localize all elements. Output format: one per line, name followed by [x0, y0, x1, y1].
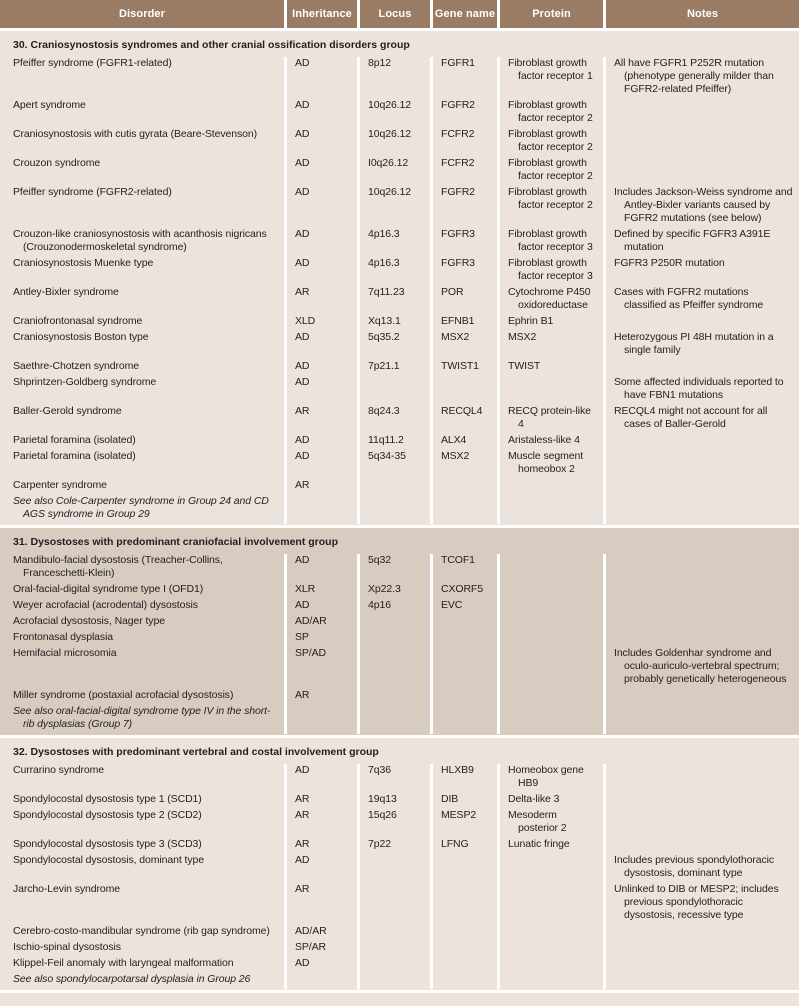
- cell-gene: [430, 705, 497, 734]
- cell-notes: [603, 583, 799, 599]
- cell-disorder: Oral-facial-digital syndrome type I (OFD1): [13, 583, 204, 595]
- cell-inheritance: AD: [284, 186, 357, 228]
- cell-notes: Includes previous spondylothoracic dysostosis, dominant type: [603, 854, 799, 883]
- cell-disorder: Miller syndrome (postaxial acrofacial dysostosis): [13, 689, 234, 701]
- cell-protein: [497, 583, 603, 599]
- cell-gene: FGFR2: [430, 186, 497, 228]
- cell-locus: 7p22: [357, 838, 430, 854]
- cell-protein: Mesoderm posterior 2: [497, 809, 603, 838]
- cell-gene: FCFR2: [430, 157, 497, 186]
- table-row: [0, 434, 799, 450]
- cell-inheritance: AD: [284, 376, 357, 405]
- cell-protein: Fibroblast growth factor receptor 2: [497, 99, 603, 128]
- cell-protein: [497, 554, 603, 583]
- cell-disorder: Parietal foramina (isolated): [13, 434, 136, 446]
- cell-disorder: Mandibulo-facial dysostosis (Treacher-Collins, Franceschetti-Klein): [13, 554, 223, 579]
- cell-locus: [357, 925, 430, 941]
- cell-locus: [357, 689, 430, 705]
- cell-notes: RECQL4 might not account for all cases of Baller-Gerold: [603, 405, 799, 434]
- cell-notes: [603, 128, 799, 157]
- cell-notes: [603, 838, 799, 854]
- cell-locus: 5q34-35: [357, 450, 430, 479]
- cell-locus: 4p16.3: [357, 257, 430, 286]
- cell-gene: DIB: [430, 793, 497, 809]
- cell-notes: All have FGFR1 P252R mutation (phenotype generally milder than FGFR2-related Pfeiffer): [603, 57, 799, 99]
- cell-inheritance: XLD: [284, 315, 357, 331]
- cell-protein: [497, 689, 603, 705]
- cell-notes: Heterozygous PI 48H mutation in a single family: [603, 331, 799, 360]
- cell-disorder: Antley-Bixler syndrome: [13, 286, 119, 298]
- cell-inheritance: AD: [284, 360, 357, 376]
- cell-gene: [430, 376, 497, 405]
- table-row: [0, 286, 799, 315]
- table-row: [0, 973, 799, 989]
- table-footer-strip: [0, 993, 799, 1003]
- cell-gene: FGFR3: [430, 257, 497, 286]
- cell-protein: [497, 615, 603, 631]
- cell-locus: I0q26.12: [357, 157, 430, 186]
- cell-disorder: Spondylocostal dysostosis type 3 (SCD3): [13, 838, 202, 850]
- table-row: [0, 925, 799, 941]
- cell-disorder: Craniofrontonasal syndrome: [13, 315, 143, 327]
- group-30-section: [0, 28, 799, 525]
- cell-notes: [603, 599, 799, 615]
- cell-locus: [357, 705, 430, 734]
- cell-disorder: Jarcho-Levin syndrome: [13, 883, 121, 895]
- cell-protein: Muscle segment homeobox 2: [497, 450, 603, 479]
- cell-inheritance: AD: [284, 57, 357, 99]
- cell-disorder: Klippel-Feil anomaly with laryngeal malformation: [13, 957, 234, 969]
- table-row: [0, 689, 799, 705]
- cell-disorder: See also Cole-Carpenter syndrome in Group 24 and CD AGS syndrome in Group 29: [13, 495, 269, 520]
- table-row: [0, 128, 799, 157]
- group-31-section: [0, 525, 799, 735]
- cell-gene: [430, 689, 497, 705]
- table-row: [0, 495, 799, 524]
- cell-notes: [603, 973, 799, 989]
- cell-protein: Fibroblast growth factor receptor 2: [497, 128, 603, 157]
- cell-notes: Unlinked to DIB or MESP2; includes previous spondylothoracic dysostosis, recessive type: [603, 883, 799, 925]
- cell-inheritance: AD/AR: [284, 925, 357, 941]
- cell-gene: FGFR1: [430, 57, 497, 99]
- cell-locus: 10q26.12: [357, 186, 430, 228]
- cell-locus: 7q11.23: [357, 286, 430, 315]
- cell-protein: Delta-like 3: [497, 793, 603, 809]
- cell-notes: Some affected individuals reported to have FBN1 mutations: [603, 376, 799, 405]
- cell-notes: [603, 615, 799, 631]
- table-row: [0, 450, 799, 479]
- cell-disorder: Craniosynostosis Muenke type: [13, 257, 154, 269]
- cell-inheritance: AR: [284, 793, 357, 809]
- cell-locus: 4p16.3: [357, 228, 430, 257]
- cell-disorder: Spondylocostal dysostosis, dominant type: [13, 854, 204, 866]
- cell-protein: [497, 479, 603, 495]
- cell-inheritance: AR: [284, 689, 357, 705]
- cell-locus: 10q26.12: [357, 99, 430, 128]
- cell-locus: 8q24.3: [357, 405, 430, 434]
- cell-locus: 11q11.2: [357, 434, 430, 450]
- table-row: [0, 883, 799, 925]
- cell-inheritance: AD: [284, 450, 357, 479]
- cell-disorder: Craniosynostosis with cutis gyrata (Beare-Stevenson): [13, 128, 257, 140]
- table-row: [0, 99, 799, 128]
- cell-notes: [603, 631, 799, 647]
- group-30-title: 30. Craniosynostosis syndromes and other cranial ossification disorders group: [0, 28, 799, 57]
- cell-protein: [497, 854, 603, 883]
- cell-gene: RECQL4: [430, 405, 497, 434]
- cell-locus: 5q35.2: [357, 331, 430, 360]
- cell-disorder: Crouzon-like craniosynostosis with acanthosis nigricans (Crouzonodermoskeletal syndrome): [13, 228, 267, 253]
- table-header-row: [0, 0, 799, 28]
- cell-inheritance: SP: [284, 631, 357, 647]
- cell-notes: [603, 689, 799, 705]
- table-row: [0, 705, 799, 734]
- cell-protein: Lunatic fringe: [497, 838, 603, 854]
- table-row: [0, 854, 799, 883]
- cell-disorder: Carpenter syndrome: [13, 479, 107, 491]
- cell-notes: [603, 450, 799, 479]
- table-row: [0, 838, 799, 854]
- cell-notes: [603, 434, 799, 450]
- cell-inheritance: AD: [284, 554, 357, 583]
- cell-locus: 8p12: [357, 57, 430, 99]
- cell-locus: [357, 615, 430, 631]
- table-row: [0, 764, 799, 793]
- cell-disorder: See also oral-facial-digital syndrome type IV in the short-rib dysplasias (Group 7): [13, 705, 271, 730]
- cell-gene: [430, 941, 497, 957]
- cell-inheritance: AD: [284, 434, 357, 450]
- cell-protein: Fibroblast growth factor receptor 2: [497, 186, 603, 228]
- cell-disorder: Pfeiffer syndrome (FGFR2-related): [13, 186, 172, 198]
- cell-locus: [357, 941, 430, 957]
- cell-disorder: Cerebro-costo-mandibular syndrome (rib gap syndrome): [13, 925, 270, 937]
- cell-protein: MSX2: [497, 331, 603, 360]
- table-row: [0, 793, 799, 809]
- cell-gene: [430, 973, 497, 989]
- table-row: [0, 647, 799, 689]
- table-row: [0, 479, 799, 495]
- cell-protein: TWIST: [497, 360, 603, 376]
- cell-gene: LFNG: [430, 838, 497, 854]
- header-cell-inheritance: Inheritance: [284, 0, 357, 28]
- cell-gene: MSX2: [430, 450, 497, 479]
- cell-protein: [497, 957, 603, 973]
- cell-inheritance: [284, 705, 357, 734]
- cell-disorder: See also spondylocarpotarsal dysplasia in Group 26: [13, 973, 251, 985]
- cell-notes: Defined by specific FGFR3 A391E mutation: [603, 228, 799, 257]
- cell-inheritance: AD/AR: [284, 615, 357, 631]
- cell-protein: [497, 883, 603, 925]
- table-row: [0, 360, 799, 376]
- cell-notes: [603, 315, 799, 331]
- table-row: [0, 228, 799, 257]
- cell-inheritance: SP/AR: [284, 941, 357, 957]
- cell-protein: [497, 925, 603, 941]
- table-row: [0, 257, 799, 286]
- header-cell-notes: Notes: [603, 0, 799, 28]
- cell-notes: [603, 925, 799, 941]
- cell-gene: FGFR3: [430, 228, 497, 257]
- cell-inheritance: AR: [284, 809, 357, 838]
- table-row: [0, 315, 799, 331]
- cell-disorder: Acrofacial dysostosis, Nager type: [13, 615, 165, 627]
- cell-gene: MSX2: [430, 331, 497, 360]
- cell-protein: Fibroblast growth factor receptor 3: [497, 257, 603, 286]
- group-31-title: 31. Dysostoses with predominant craniofacial involvement group: [0, 525, 799, 554]
- cell-inheritance: AR: [284, 883, 357, 925]
- cell-protein: Homeobox gene HB9: [497, 764, 603, 793]
- cell-protein: [497, 376, 603, 405]
- cell-inheritance: SP/AD: [284, 647, 357, 689]
- cell-locus: [357, 647, 430, 689]
- cell-notes: [603, 495, 799, 524]
- cell-disorder: Weyer acrofacial (acrodental) dysostosis: [13, 599, 198, 611]
- cell-disorder: Baller-Gerold syndrome: [13, 405, 122, 417]
- table-row: [0, 554, 799, 583]
- table-row: [0, 631, 799, 647]
- cell-gene: EFNB1: [430, 315, 497, 331]
- cell-gene: [430, 647, 497, 689]
- cell-inheritance: AD: [284, 599, 357, 615]
- cell-inheritance: AD: [284, 764, 357, 793]
- table-row: [0, 57, 799, 99]
- header-cell-locus: Locus: [357, 0, 430, 28]
- cell-inheritance: AD: [284, 854, 357, 883]
- cell-gene: TWIST1: [430, 360, 497, 376]
- cell-disorder: Pfeiffer syndrome (FGFR1-related): [13, 57, 172, 69]
- cell-locus: 19q13: [357, 793, 430, 809]
- group-31-rows: [0, 554, 799, 735]
- cell-disorder: Frontonasal dysplasia: [13, 631, 114, 643]
- cell-gene: [430, 883, 497, 925]
- cell-locus: [357, 883, 430, 925]
- table-row: [0, 583, 799, 599]
- header-cell-gene-name: Gene name: [430, 0, 497, 28]
- cell-disorder: Crouzon syndrome: [13, 157, 101, 169]
- cell-locus: [357, 479, 430, 495]
- cell-gene: [430, 495, 497, 524]
- cell-locus: Xq13.1: [357, 315, 430, 331]
- cell-locus: 5q32: [357, 554, 430, 583]
- cell-locus: 4p16: [357, 599, 430, 615]
- cell-protein: [497, 631, 603, 647]
- cell-inheritance: AD: [284, 331, 357, 360]
- cell-disorder: Hemifacial microsomia: [13, 647, 117, 659]
- cell-gene: [430, 925, 497, 941]
- cell-notes: Includes Jackson-Weiss syndrome and Antley-Bixler variants caused by FGFR2 mutations (see below): [603, 186, 799, 228]
- cell-gene: TCOF1: [430, 554, 497, 583]
- cell-locus: [357, 854, 430, 883]
- cell-protein: Fibroblast growth factor receptor 1: [497, 57, 603, 99]
- table-row: [0, 376, 799, 405]
- cell-gene: [430, 957, 497, 973]
- cell-protein: Fibroblast growth factor receptor 2: [497, 157, 603, 186]
- group-32-title: 32. Dysostoses with predominant vertebral and costal involvement group: [0, 735, 799, 764]
- cell-locus: [357, 631, 430, 647]
- table-row: [0, 405, 799, 434]
- cell-protein: Cytochrome P450 oxidoreductase: [497, 286, 603, 315]
- cell-disorder: Saethre-Chotzen syndrome: [13, 360, 139, 372]
- cell-inheritance: AR: [284, 479, 357, 495]
- cell-inheritance: [284, 973, 357, 989]
- cell-gene: [430, 615, 497, 631]
- cell-gene: FCFR2: [430, 128, 497, 157]
- table-row: [0, 809, 799, 838]
- cell-locus: [357, 495, 430, 524]
- cell-locus: [357, 973, 430, 989]
- table-row: [0, 599, 799, 615]
- cell-notes: [603, 941, 799, 957]
- cell-gene: [430, 854, 497, 883]
- cell-protein: Ephrin B1: [497, 315, 603, 331]
- cell-protein: [497, 705, 603, 734]
- cell-notes: [603, 764, 799, 793]
- cell-gene: POR: [430, 286, 497, 315]
- cell-protein: RECQ protein-like 4: [497, 405, 603, 434]
- cell-gene: FGFR2: [430, 99, 497, 128]
- cell-inheritance: [284, 495, 357, 524]
- cell-notes: Cases with FGFR2 mutations classified as Pfeiffer syndrome: [603, 286, 799, 315]
- table-row: [0, 941, 799, 957]
- cell-inheritance: AR: [284, 286, 357, 315]
- cell-inheritance: AD: [284, 957, 357, 973]
- table-row: [0, 331, 799, 360]
- header-cell-protein: Protein: [497, 0, 603, 28]
- cell-disorder: Spondylocostal dysostosis type 2 (SCD2): [13, 809, 202, 821]
- header-cell-disorder: Disorder: [118, 8, 166, 20]
- cell-gene: EVC: [430, 599, 497, 615]
- cell-locus: [357, 376, 430, 405]
- cell-inheritance: AD: [284, 157, 357, 186]
- cell-disorder: Ischio-spinal dysostosis: [13, 941, 121, 953]
- cell-notes: [603, 157, 799, 186]
- table-row: [0, 186, 799, 228]
- cell-notes: [603, 957, 799, 973]
- table-row: [0, 615, 799, 631]
- group-32-section: [0, 735, 799, 993]
- table-row: [0, 157, 799, 186]
- cell-gene: [430, 479, 497, 495]
- cell-inheritance: AD: [284, 128, 357, 157]
- cell-disorder: Craniosynostosis Boston type: [13, 331, 149, 343]
- cell-notes: [603, 809, 799, 838]
- cell-notes: [603, 793, 799, 809]
- group-32-rows: [0, 764, 799, 990]
- cell-gene: [430, 631, 497, 647]
- cell-gene: MESP2: [430, 809, 497, 838]
- cell-protein: [497, 973, 603, 989]
- cell-disorder: Apert syndrome: [13, 99, 86, 111]
- table-row: [0, 957, 799, 973]
- cell-inheritance: AD: [284, 228, 357, 257]
- cell-protein: [497, 599, 603, 615]
- cell-disorder: Shprintzen-Goldberg syndrome: [13, 376, 157, 388]
- cell-inheritance: AD: [284, 99, 357, 128]
- cell-inheritance: AR: [284, 405, 357, 434]
- cell-protein: [497, 941, 603, 957]
- cell-notes: [603, 554, 799, 583]
- cell-inheritance: AD: [284, 257, 357, 286]
- cell-notes: [603, 479, 799, 495]
- cell-notes: [603, 705, 799, 734]
- cell-gene: ALX4: [430, 434, 497, 450]
- cell-disorder: Spondylocostal dysostosis type 1 (SCD1): [13, 793, 202, 805]
- cell-disorder: Parietal foramina (isolated): [13, 450, 136, 462]
- cell-protein: [497, 495, 603, 524]
- cell-inheritance: AR: [284, 838, 357, 854]
- cell-inheritance: XLR: [284, 583, 357, 599]
- cell-notes: [603, 99, 799, 128]
- cell-locus: 7p21.1: [357, 360, 430, 376]
- cell-locus: 15q26: [357, 809, 430, 838]
- cell-gene: HLXB9: [430, 764, 497, 793]
- cell-protein: [497, 647, 603, 689]
- cell-notes: Includes Goldenhar syndrome and oculo-auriculo-vertebral spectrum; probably genetically heterogeneous: [603, 647, 799, 689]
- cell-locus: 10q26.12: [357, 128, 430, 157]
- cell-protein: Aristaless-like 4: [497, 434, 603, 450]
- cell-notes: [603, 360, 799, 376]
- cell-locus: Xp22.3: [357, 583, 430, 599]
- cell-gene: CXORF5: [430, 583, 497, 599]
- group-30-rows: [0, 57, 799, 525]
- cell-disorder: Currarino syndrome: [13, 764, 104, 776]
- cell-protein: Fibroblast growth factor receptor 3: [497, 228, 603, 257]
- cell-locus: 7q36: [357, 764, 430, 793]
- cell-locus: [357, 957, 430, 973]
- cell-notes: FGFR3 P250R mutation: [603, 257, 799, 286]
